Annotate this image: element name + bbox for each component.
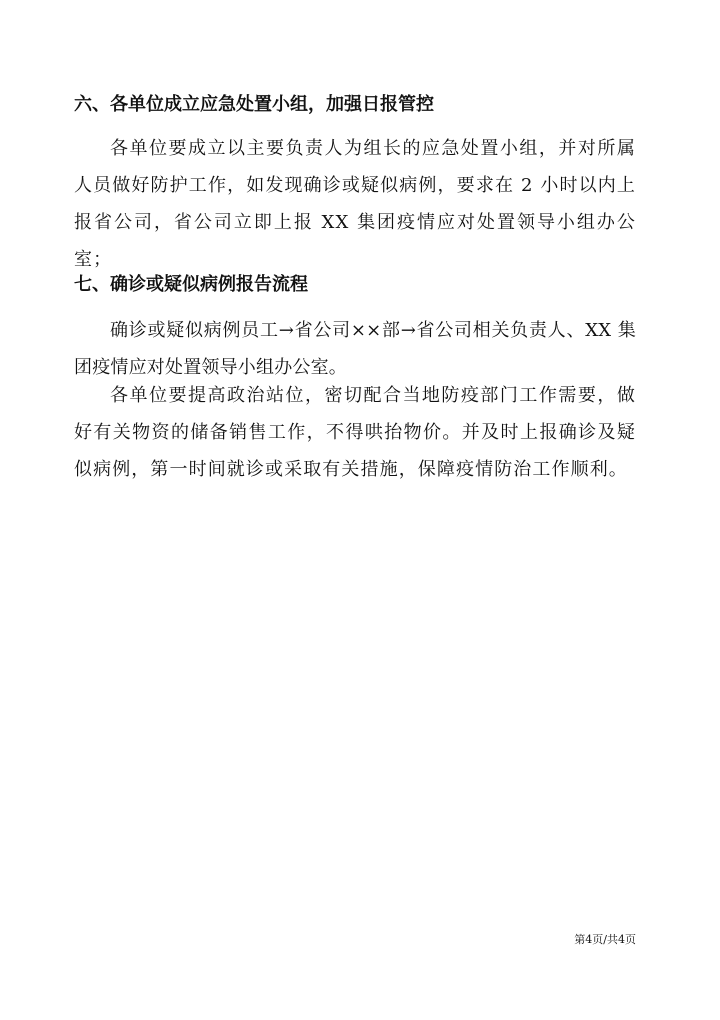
page-number: 第4页/共4页 xyxy=(574,933,636,946)
section-7-flow-paragraph: 确诊或疑似病例员工→省公司××部→省公司相关负责人、XX 集团疫情应对处置领导小组办公室。 xyxy=(74,320,636,378)
section-7-paragraph: 各单位要提高政治站位，密切配合当地防疫部门工作需要，做好有关物资的储备销售工作，不得哄抬物价。并及时上报确诊及疑似病例，第一时间就诊或采取有关措施，保障疫情防治工作顺利。 xyxy=(74,385,636,480)
section-6-heading: 六、各单位成立应急处置小组，加强日报管控 xyxy=(74,94,434,115)
section-7-heading: 七、确诊或疑似病例报告流程 xyxy=(74,274,308,295)
section-6-paragraph: 各单位要成立以主要负责人为组长的应急处置小组，并对所属人员做好防护工作，如发现确诊或疑似病例，要求在 2 小时以内上报省公司，省公司立即上报 XX 集团疫情应对处置领导小组办公室； xyxy=(74,138,636,270)
